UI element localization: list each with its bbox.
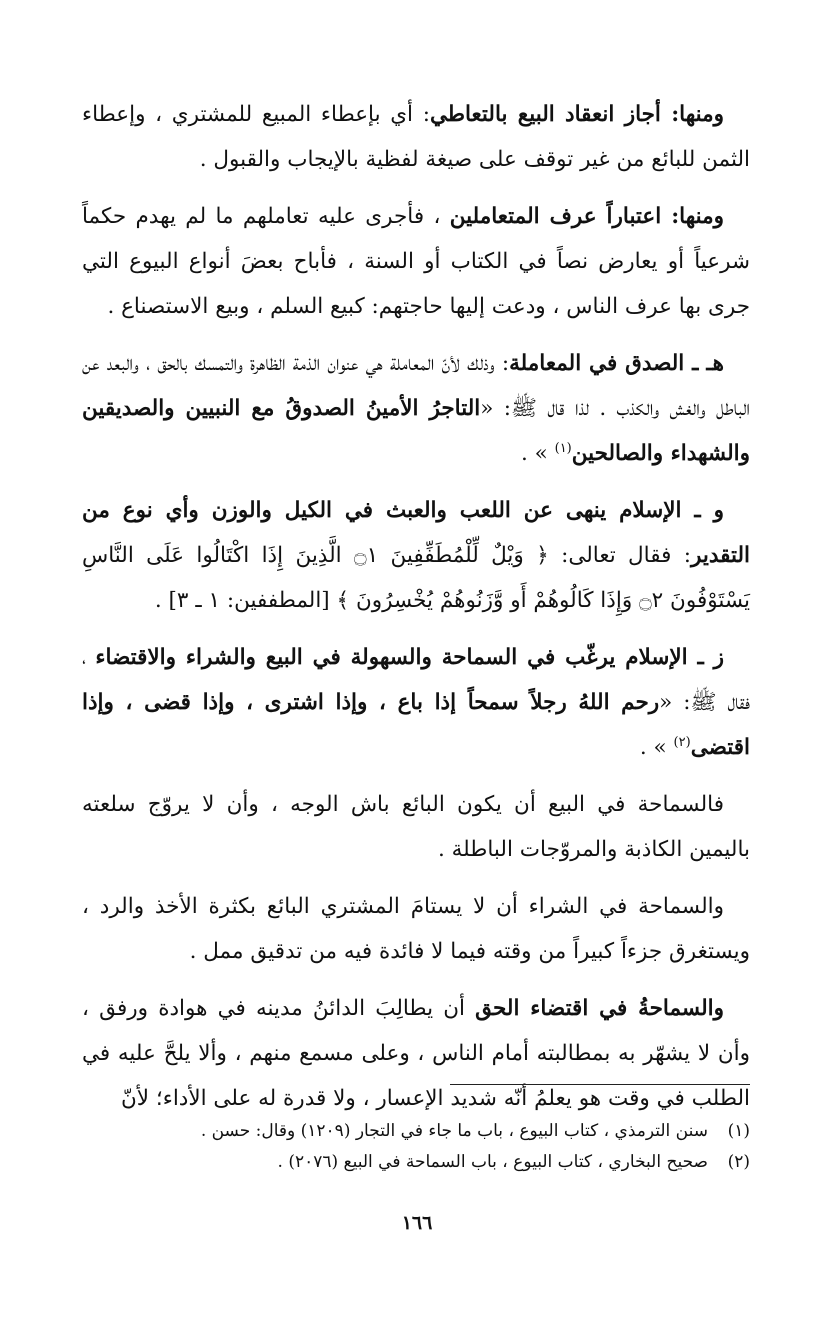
paragraph-text: والسماحة في الشراء أن لا يستامَ المشتري البائع بكثرة الأخذ والرد ، ويستغرق جزءاً كبيراً من وقته فيما لا فائدة فيه من تدقيق ممل . bbox=[82, 894, 750, 964]
footnote-marker[interactable]: (٢) bbox=[673, 734, 691, 750]
paragraph-text: : أي بإعطاء المبيع للمشتري ، وإعطاء الثمن للبائع من غير توقف على صيغة لفظية بالإيجاب والقبول . bbox=[82, 102, 750, 172]
page-number: ١٦٦ bbox=[401, 1212, 433, 1234]
paragraph-kayl bbox=[82, 488, 750, 623]
footnote-number: (١) bbox=[727, 1121, 750, 1141]
footnote-item bbox=[82, 1116, 750, 1147]
paragraph-lead: ز ـ الإسلام يرغّب في السماحة والسهولة في البيع والشراء والاقتضاء bbox=[95, 645, 724, 670]
footnote-item bbox=[82, 1147, 750, 1178]
paragraph-text: ، فقال ﷺ: « bbox=[82, 645, 750, 715]
footnote-text: سنن الترمذي ، كتاب البيوع ، باب ما جاء في التجار (١٢٠٩) وقال: حسن . bbox=[200, 1121, 708, 1141]
footnote-separator bbox=[450, 1084, 750, 1085]
quran-verse: ﴿ وَيْلٌ لِّلْمُطَفِّفِينَ ۝١ الَّذِينَ إِذَا اكْتَالُوا عَلَى النَّاسِ يَسْتَوْفُونَ ۝٢ وَإِذَا كَالُوهُمْ أَو وَّزَنُوهُمْ يُخْسِرُونَ ﴾ bbox=[82, 543, 750, 613]
paragraph-text: فالسماحة في البيع أن يكون البائع باش الوجه ، وأن لا يروّج سلعته باليمين الكاذبة والمروّجات الباطلة . bbox=[82, 792, 750, 862]
hadith-text: التاجرُ الأمينُ الصدوقُ مع النبيين والصديقين والشهداء والصالحين bbox=[82, 396, 750, 466]
paragraph-lead: والسماحةُ في اقتضاء الحق bbox=[475, 996, 724, 1021]
paragraph-text: ، فأجرى عليه تعاملهم ما لم يهدم حكماً شرعياً أو يعارض نصاً في الكتاب أو السنة ، فأباح بعضَ أنواع البيوع التي جرى بها عرف الناس ، ودعت إليها حاجتهم: كبيع السلم ، وبيع الاستصناع . bbox=[82, 204, 750, 319]
paragraph-urf bbox=[82, 194, 750, 329]
paragraph-samaha-iqtida bbox=[82, 986, 750, 1121]
paragraph-samaha-bay bbox=[82, 782, 750, 872]
footnote-marker[interactable]: (١) bbox=[554, 440, 572, 456]
paragraph-lead: و ـ الإسلام ينهى عن اللعب والعبث في الكيل والوزن وأي نوع من التقدير bbox=[82, 498, 751, 568]
paragraph-sidq bbox=[82, 341, 750, 476]
paragraph-text: : وذلك لأنّ المعاملة هي عنوان الذمة الظاهرة والتمسك بالحق ، والبعد عن الباطل والغش والكذب . لذا قال ﷺ: « bbox=[82, 351, 751, 421]
page-body bbox=[82, 92, 750, 1133]
paragraph-lead: هـ ـ الصدق في المعاملة bbox=[509, 351, 725, 376]
hadith-close: » . bbox=[639, 735, 674, 760]
paragraph-muataati bbox=[82, 92, 750, 182]
footnote-text: صحيح البخاري ، كتاب البيوع ، باب السماحة في البيع (٢٠٧٦) . bbox=[277, 1152, 708, 1172]
footnote-number: (٢) bbox=[727, 1152, 750, 1172]
paragraph-text: أن يطالِبَ الدائنُ مدينه في هوادة ورفق ، وأن لا يشهّر به بمطالبته أمام الناس ، وعلى مسمع منهم ، وألا يلحَّ عليه في الطلب في وقت هو يعلمُ أنّه شديد الإعسار ، ولا قدرة له على الأداء؛ لأنّ bbox=[82, 996, 750, 1111]
quran-reference: [المطففين: ١ ـ ٣] . bbox=[154, 588, 337, 613]
paragraph-samaha-shira bbox=[82, 884, 750, 974]
hadith-text: رحم اللهُ رجلاً سمحاً إذا باع ، وإذا اشترى ، وإذا قضى ، وإذا اقتضى bbox=[82, 690, 750, 760]
paragraph-lead: ومنها: اعتباراً عرف المتعاملين bbox=[449, 204, 724, 229]
paragraph-lead: ومنها: أجاز انعقاد البيع بالتعاطي bbox=[429, 102, 724, 127]
paragraph-samaha bbox=[82, 635, 750, 770]
paragraph-text: : فقال تعالى: bbox=[548, 543, 691, 568]
hadith-close: » . bbox=[520, 441, 555, 466]
footnotes bbox=[82, 1116, 750, 1178]
